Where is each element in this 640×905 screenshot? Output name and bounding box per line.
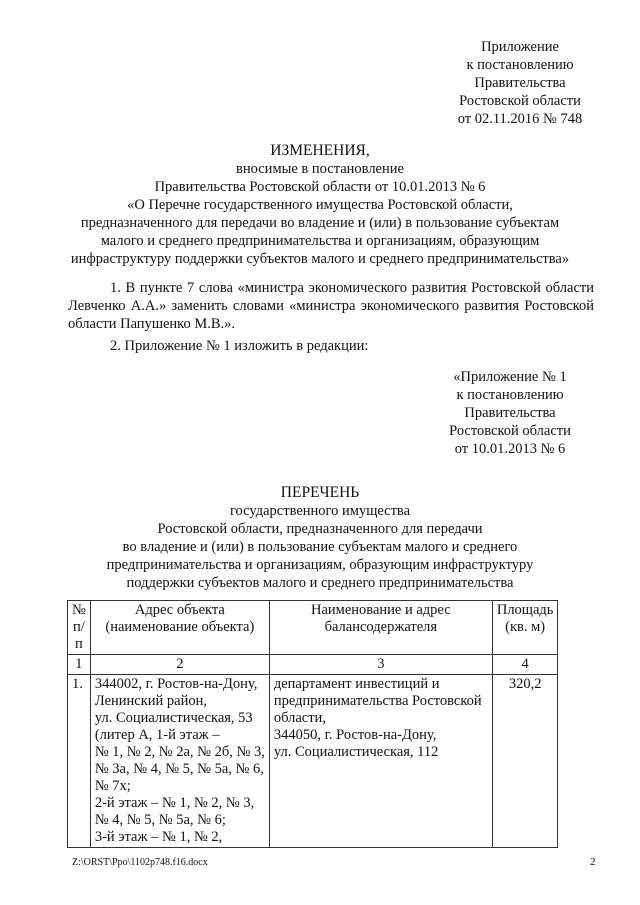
list-line: государственного имущества [229, 503, 411, 519]
page-number: 2 [590, 856, 596, 868]
footer-file-path: Z:\ORST\Ppo\1102p748.f16.docx [72, 857, 208, 868]
appendix2-line: к постановлению [456, 387, 564, 403]
header-holder [269, 601, 492, 655]
changes-line: предназначенного для передачи во владение и (или) в пользование субъектам [80, 215, 560, 231]
changes-line: инфраструктуру поддержки субъектов малого и среднего предпринимательства» [70, 251, 570, 267]
list-heading [60, 484, 580, 592]
holder-line: предпринимательства Ростовской [273, 693, 482, 709]
header-text: (наименование объекта) [105, 619, 255, 635]
changes-line: «О Перечне государственного имущества Ростовской области, [127, 197, 513, 213]
column-number: 2 [90, 655, 269, 675]
changes-line: вносимые в постановление [236, 161, 404, 177]
address-line: 3-й этаж – № 1, № 2, [94, 829, 223, 845]
appendix-line: от 02.11.2016 № 748 [457, 111, 583, 127]
paragraph-2: 2. Приложение № 1 изложить в редакции: [110, 338, 369, 354]
holder-line: департамент инвестиций и [273, 676, 440, 692]
header-text: Площадь [496, 602, 554, 618]
changes-heading [60, 142, 580, 268]
changes-line: Правительства Ростовской области от 10.01.2013 № 6 [154, 179, 486, 195]
appendix2-line: «Приложение № 1 [453, 369, 567, 385]
table-row [68, 675, 558, 848]
appendix2-line: от 10.01.2013 № 6 [454, 441, 566, 457]
table-header-row [68, 601, 558, 655]
list-line: во владение и (или) в пользование субъектам малого и среднего [122, 539, 518, 555]
address-line: 2-й этаж – № 1, № 2, № 3, [94, 795, 255, 811]
appendix-line: Приложение [481, 39, 559, 55]
list-title: ПЕРЕЧЕНЬ [280, 484, 360, 501]
row-address [90, 675, 269, 848]
holder-line: области, [273, 710, 326, 726]
address-line: 344002, г. Ростов-на-Дону, [94, 676, 258, 692]
changes-title: ИЗМЕНЕНИЯ, [270, 142, 370, 159]
column-number: 1 [68, 655, 91, 675]
header-address [90, 601, 269, 655]
changes-line: малого и среднего предпринимательства и организациям, образующим [100, 233, 540, 249]
paragraph-1: 1. В пункте 7 слова «министра экономического развития Ростовской области Левченко А.А.» заменить словами «министра экономического развития Ростовской области Папушенко М.В.». [68, 280, 594, 332]
address-line: (литер А, 1-й этаж – [94, 727, 220, 743]
header-text: № [72, 602, 86, 618]
header-text: п/п [73, 619, 85, 652]
column-number: 3 [269, 655, 492, 675]
appendix-line: Ростовской области [459, 93, 581, 109]
address-line: № 3а, № 4, № 5, № 5а, № 6, [94, 761, 264, 777]
header-text: балансодержателя [324, 619, 438, 635]
address-line: ул. Социалистическая, 53 [94, 710, 253, 726]
row-holder [269, 675, 492, 848]
row-number: 1. [68, 675, 91, 848]
list-line: предпринимательства и организациям, образующим инфраструктуру [106, 557, 534, 573]
appendix-header [420, 38, 620, 128]
list-line: Ростовской области, предназначенного для передачи [157, 521, 483, 537]
address-line: № 7х; [94, 778, 131, 794]
holder-line: ул. Социалистическая, 112 [273, 744, 439, 760]
appendix2-line: Ростовской области [449, 423, 571, 439]
header-area [492, 601, 558, 655]
address-line: № 4, № 5, № 5а, № 6; [94, 812, 226, 828]
address-line: Ленинский район, [94, 693, 207, 709]
header-number [68, 601, 91, 655]
appendix-1-header [400, 368, 620, 458]
column-number-row [68, 655, 558, 675]
appendix2-line: Правительства [464, 405, 556, 421]
header-text: (кв. м) [505, 619, 546, 635]
appendix-line: к постановлению [466, 57, 574, 73]
list-line: поддержки субъектов малого и среднего предпринимательства [126, 575, 514, 591]
appendix-line: Правительства [474, 75, 566, 91]
holder-line: 344050, г. Ростов-на-Дону, [273, 727, 437, 743]
address-line: № 1, № 2, № 2а, № 2б, № 3, [94, 744, 265, 760]
column-number: 4 [492, 655, 558, 675]
header-text: Наименование и адрес [311, 602, 451, 618]
property-table [67, 600, 558, 848]
row-area: 320,2 [492, 675, 558, 848]
header-text: Адрес объекта [134, 602, 225, 618]
